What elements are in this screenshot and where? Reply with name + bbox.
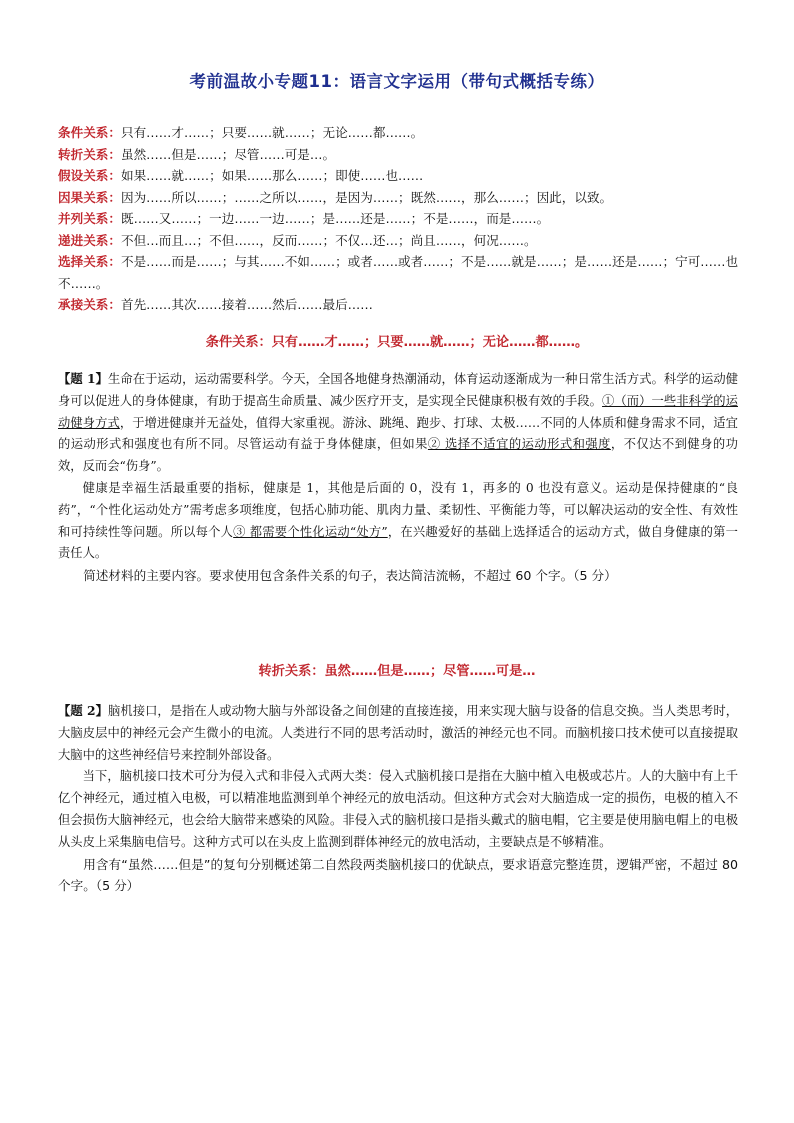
question-2-paragraph-1 bbox=[58, 700, 738, 766]
section-heading-contrast: 转折关系：虽然……但是……；尽管……可是… bbox=[258, 664, 536, 679]
relation-text: 只有……才……；只要……就……；无论……都……。 bbox=[120, 125, 424, 140]
answer-blank-1: ①（而）一些非科学的运动健身方式 bbox=[58, 393, 738, 430]
relation-text: 虽然……但是……；尽管……可是…。 bbox=[120, 146, 336, 162]
passage-text: ，在兴趣爱好的基础上选择适合的运动方式，做自身健康的第一责任人。 bbox=[58, 524, 738, 561]
relation-label: 承接关系： bbox=[58, 297, 121, 312]
relation-label: 并列关系： bbox=[58, 211, 121, 226]
answer-blank-3: ③ 都需要个性化运动“处方” bbox=[233, 524, 388, 539]
section-heading-condition: 条件关系：只有……才……；只要……就……；无论……都……。 bbox=[205, 335, 589, 350]
relation-row-cause bbox=[58, 187, 748, 209]
relation-row-condition bbox=[58, 122, 748, 144]
question-1 bbox=[58, 368, 738, 587]
relation-text: 因为……所以……；……之所以……，是因为……；既然……，那么……；因此，以致。 bbox=[120, 189, 613, 205]
relation-row-hypothesis bbox=[58, 165, 748, 187]
relation-row-parallel bbox=[58, 208, 748, 230]
passage-text: 脑机接口，是指在人或动物大脑与外部设备之间创建的直接连接，用来实现大脑与设备的信息交换。当人类思考时，大脑皮层中的神经元会产生微小的电流。人类进行不同的思考活动时，激活的神经元也不同。而脑机接口技术使可以直接提取大脑中的这些神经信号来控制外部设备。 bbox=[58, 704, 738, 762]
relation-row-progressive bbox=[58, 230, 748, 252]
question-tag: 【题 2】 bbox=[58, 703, 109, 718]
question-2-paragraph-2: 当下，脑机接口技术可分为侵入式和非侵入式两大类：侵入式脑机接口是指在大脑中植入电极或芯片。人的大脑中有上千亿个神经元，通过植入电极，可以精准地监测到单个神经元的放电活动。但这种方式会对大脑造成一定的损伤，电极的植入不但会损伤大脑神经元，也会给大脑带来感染的风险。非侵入式的脑机接口是指头戴式的脑电帽，它主要是使用脑电帽上的电极从头皮上采集脑电信号。这种方式可以在头皮上监测到群体神经元的放电活动，主要缺点是不够精准。 bbox=[58, 769, 738, 849]
relation-text: 不但…而且…；不但……，反而……；不仅…还…；尚且……，何况……。 bbox=[120, 232, 537, 248]
relation-text: 不是……而是……；与其……不如……；或者……或者……；不是……就是……；是……还是……；宁可……也不……。 bbox=[58, 254, 739, 291]
relation-list bbox=[58, 122, 748, 316]
passage-text: ，不仅达不到健身的功效，反而会“伤身”。 bbox=[58, 437, 738, 474]
relation-label: 条件关系： bbox=[58, 125, 121, 140]
passage-text: 健康是幸福生活最重要的指标，健康是 1，其他是后面的 0，没有 1，再多的 0 也没有意义。运动是保持健康的“良药”，“个性化运动处方”需考虑多项维度，包括心肺功能、肌肉力量、柔韧性、平衡能力等，可以解决运动的安全性、有效性和可持续性等问题。所以每个人 bbox=[58, 480, 738, 539]
relation-text: 既……又……；一边……一边……；是……还是……；不是……，而是……。 bbox=[120, 211, 550, 226]
relation-text: 如果……就……；如果……那么……；即使……也…… bbox=[120, 168, 424, 183]
passage-text: ，于增进健康并无益处，值得大家重视。游泳、跳绳、跑步、打球、太极……不同的人体质和健身需求不同，适宜的运动形式和强度也有所不同。尽管运动有益于身体健康，但如果 bbox=[58, 415, 738, 452]
question-1-paragraph-1 bbox=[58, 368, 738, 478]
question-tag: 【题 1】 bbox=[58, 371, 109, 386]
page-title: 考前温故小专题11：语言文字运用（带句式概括专练） bbox=[189, 72, 605, 91]
answer-blank-2: ② 选择不适宜的运动形式和强度 bbox=[427, 437, 611, 452]
question-1-prompt: 简述材料的主要内容。要求使用包含条件关系的句子，表达简洁流畅，不超过 60 个字。（5 分） bbox=[83, 568, 617, 584]
passage-text: 生命在于运动，运动需要科学。今天，全国各地健身热潮涌动，体育运动逐渐成为一种日常生活方式。科学的运动健身可以促进人的身体健康，有助于提高生命质量、减少医疗开支，是实现全民健康积极有效的手段。 bbox=[58, 372, 738, 408]
relation-label: 选择关系： bbox=[58, 254, 121, 269]
relation-label: 因果关系： bbox=[58, 189, 121, 205]
relation-row-contrast bbox=[58, 144, 748, 166]
relation-row-sequence bbox=[58, 294, 748, 316]
relation-label: 递进关系： bbox=[58, 232, 121, 248]
relation-label: 假设关系： bbox=[58, 168, 121, 183]
question-2-prompt: 用含有“虽然……但是”的复句分别概述第二自然段两类脑机接口的优缺点，要求语意完整连贯，逻辑严密，不超过 80 个字。（5 分） bbox=[58, 856, 738, 894]
question-1-paragraph-2 bbox=[58, 478, 738, 565]
relation-row-choice bbox=[58, 251, 748, 294]
relation-text: 首先……其次……接着……然后……最后…… bbox=[120, 297, 373, 312]
question-2 bbox=[58, 700, 738, 897]
relation-label: 转折关系： bbox=[58, 146, 121, 162]
